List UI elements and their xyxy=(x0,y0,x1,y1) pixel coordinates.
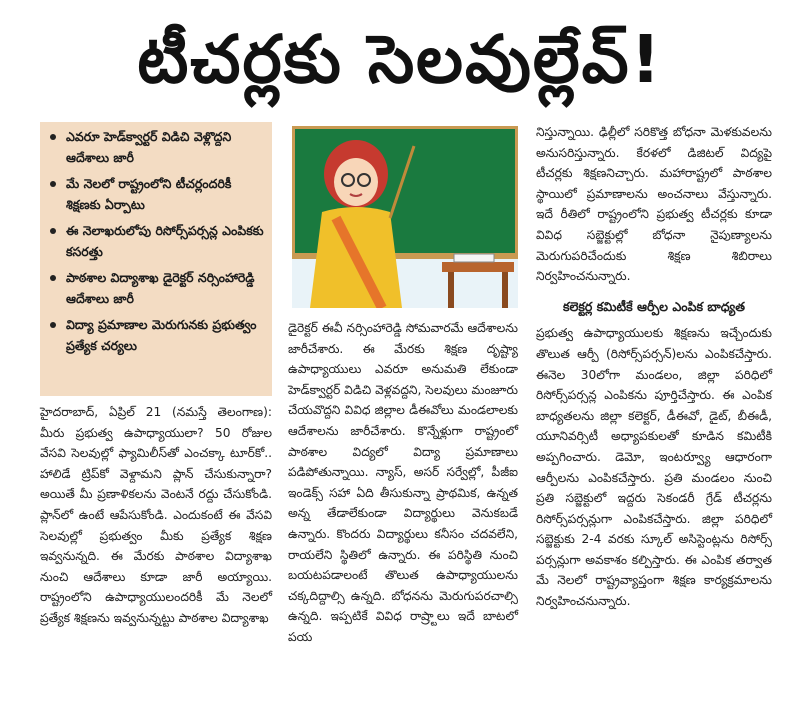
highlight-text: ఈ నెలాఖరులోపు రిసోర్స్‌పర్సన్ల ఎంపికకు కసరత్తు xyxy=(66,223,264,259)
bullet-icon xyxy=(50,322,56,328)
article-text: ప్రభుత్వ ఉపాధ్యాయులకు శిక్షణను ఇచ్చేందుకు తొలుత ఆర్పీ (రిసోర్స్‌పర్సన్‌)లను ఎంపికచేస్తారు. ఈనెల 30లోగా మండలం, జిల్లా పరిధిలో రిసోర్స్‌పర్సన్ల ఎంపికను పూర్తిచేస్తారు. ఈ ఎంపిక బాధ్యతలను జిల్లా కలెక్టర్‌, డీఈవో, డైట్‌, బీఈడీ, యూనివర్సిటీ అధ్యాపకులతో కూడిన కమిటీకి అప్పగించారు. డెమో, ఇంటర్వ్యూ ఆధారంగా ఆర్పీలను ఎంపికచేస్తారు. ప్రతి మండలం నుంచి ప్రతి సబ్జెక్టులో ఇద్దరు సెకండరీ గ్రేడ్‌ టీచర్లను రిసోర్స్‌పర్సన్లుగా ఎంపికచేస్తారు. జిల్లా పరిధిలో సబ్జెక్టుకు 2-4 వరకు స్కూల్‌ అసిస్టెంట్లను రిసోర్స్‌ పర్సన్లుగా అవకాశం కల్పిస్తారు. ఈ ఎంపిక తర్వాత మే నెలలో రాష్ట్రవ్యాప్తంగా శిక్షణ కార్యక్రమాలను నిర్వహించనున్నారు. xyxy=(536,326,772,609)
teacher-illustration xyxy=(292,126,518,308)
article-text: హైదరాబాద్‌, ఏప్రిల్‌ 21 (నమస్తే తెలంగాణ): మీరు ప్రభుత్వ ఉపాధ్యాయులా? 50 రోజుల వేసవి సెలవుల్లో ఫ్యామిలీస్‌తో ఎంచక్కా టూర్‌కో.. హాలిడే ట్రిప్‌కో వెళ్దామని ప్లాన్‌ చేసుకున్నారా? అయితే మీ ప్రణాళికలను వెంటనే రద్దు చేసుకోండి. ప్లాన్‌లో ఉంటే ఆపేసుకోండి. ఎందుకంటే ఈ వేసవి సెలవుల్లో ప్రభుత్వం మీకు ప్రత్యేక శిక్షణ ఇవ్వనున్నది. ఈ మేరకు పాఠశాల విద్యాశాఖ నుంచి ఆదేశాలు కూడా జారీ అయ్యాయి. రాష్ట్రంలోని ఉపాధ్యాయులందరికీ మే నెలలో ప్రత్యేక శిక్షణను ఇవ్వనున్నట్టు పాఠశాల విద్యాశాఖ xyxy=(40,405,272,625)
article-text: నిస్తున్నాయి. ఢిల్లీలో సరికొత్త బోధనా మెళకువలను అనుసరిస్తున్నారు. కేరళలో డిజిటల్‌ విద్యపై టీచర్లకు శిక్షణనిచ్చారు. మహారాష్ట్రలో పాఠశాల స్థాయిలో ప్రమాణాలను అంచనాలు వేస్తున్నారు. ఇదే రీతిలో రాష్ట్రంలోని ప్రభుత్వ టీచర్లకు కూడా వివిధ సబ్జెక్టుల్లో బోధనా నైపుణ్యాలను మెరుగుపరిచేందుకు శిక్షణ శిబిరాలు నిర్వహించనున్నారు. xyxy=(536,125,772,284)
highlight-text: ఎవరూ హెడ్‌క్వార్టర్‌ విడిచి వెళ్లొద్దని ఆదేశాలు జారీ xyxy=(66,129,232,165)
article-column-1 xyxy=(40,402,272,629)
bullet-icon xyxy=(50,228,56,234)
highlight-text: విద్యా ప్రమాణాల మెరుగునకు ప్రభుత్వం ప్రత్యేక చర్యలు xyxy=(66,317,257,353)
bullet-icon xyxy=(50,134,56,140)
highlight-item xyxy=(50,173,266,215)
bullet-icon xyxy=(50,181,56,187)
article-column-2 xyxy=(288,318,518,648)
highlight-text: పాఠశాల విద్యాశాఖ డైరెక్టర్‌ నర్సింహారెడ్డి ఆదేశాలు జారీ xyxy=(66,270,255,306)
highlight-item xyxy=(50,267,266,309)
highlight-item xyxy=(50,220,266,262)
bullet-icon xyxy=(50,275,56,281)
highlight-item xyxy=(50,126,266,168)
highlights-box xyxy=(40,122,272,396)
headline: టీచర్లకు సెలవుల్లేవ్‌! xyxy=(137,21,663,98)
highlight-text: మే నెలలో రాష్ట్రంలోని టీచర్లందరికీ శిక్షణకు ఏర్పాటు xyxy=(66,176,232,212)
highlight-item xyxy=(50,314,266,356)
article-column-3 xyxy=(536,122,772,612)
section-subheading: కలెక్టర్ల కమిటీకే ఆర్పీల ఎంపిక బాధ్యత xyxy=(563,298,745,314)
article-text: డైరెక్టర్‌ ఈవీ నర్సింహారెడ్డి సోమవారమే ఆదేశాలను జారీచేశారు. ఈ మేరకు శిక్షణ దృష్ట్యా ఉపాధ్యాయులు ఎవరూ అనుమతి లేకుండా హెడ్‌క్వార్టర్‌ విడిచి వెళ్లవద్దని, సెలవులు మంజూరు చేయవొద్దని వివిధ జిల్లాల డీఈవోలు మండలాలకు ఆదేశాలను జారీచేశారు. కొన్నేళ్లుగా రాష్ట్రంలో పాఠశాల విద్యలో విద్యా ప్రమాణాలు పడిపోతున్నాయి. న్యాస్‌, అసర్‌ సర్వేల్లో, పీజీఐ ఇండెక్స్‌ సహా ఏది తీసుకున్నా ప్రాథమిక, ఉన్నత అన్న తేడాలేకుండా విద్యార్థులు వెనుకబడే ఉన్నారు. కొందరు విద్యార్థులు కనీసం చదవలేని, రాయలేని స్థితిలో ఉన్నారు. ఈ పరిస్థితి నుంచి బయటపడాలంటే తొలుత ఉపాధ్యాయులను చక్కదిద్దాల్సి ఉన్నది. బోధనను మెరుగుపరచాల్సి ఉన్నది. ఇప్పటికే వివిధ రాష్ర్టాలు ఇదే బాటలో పయ xyxy=(288,321,518,644)
